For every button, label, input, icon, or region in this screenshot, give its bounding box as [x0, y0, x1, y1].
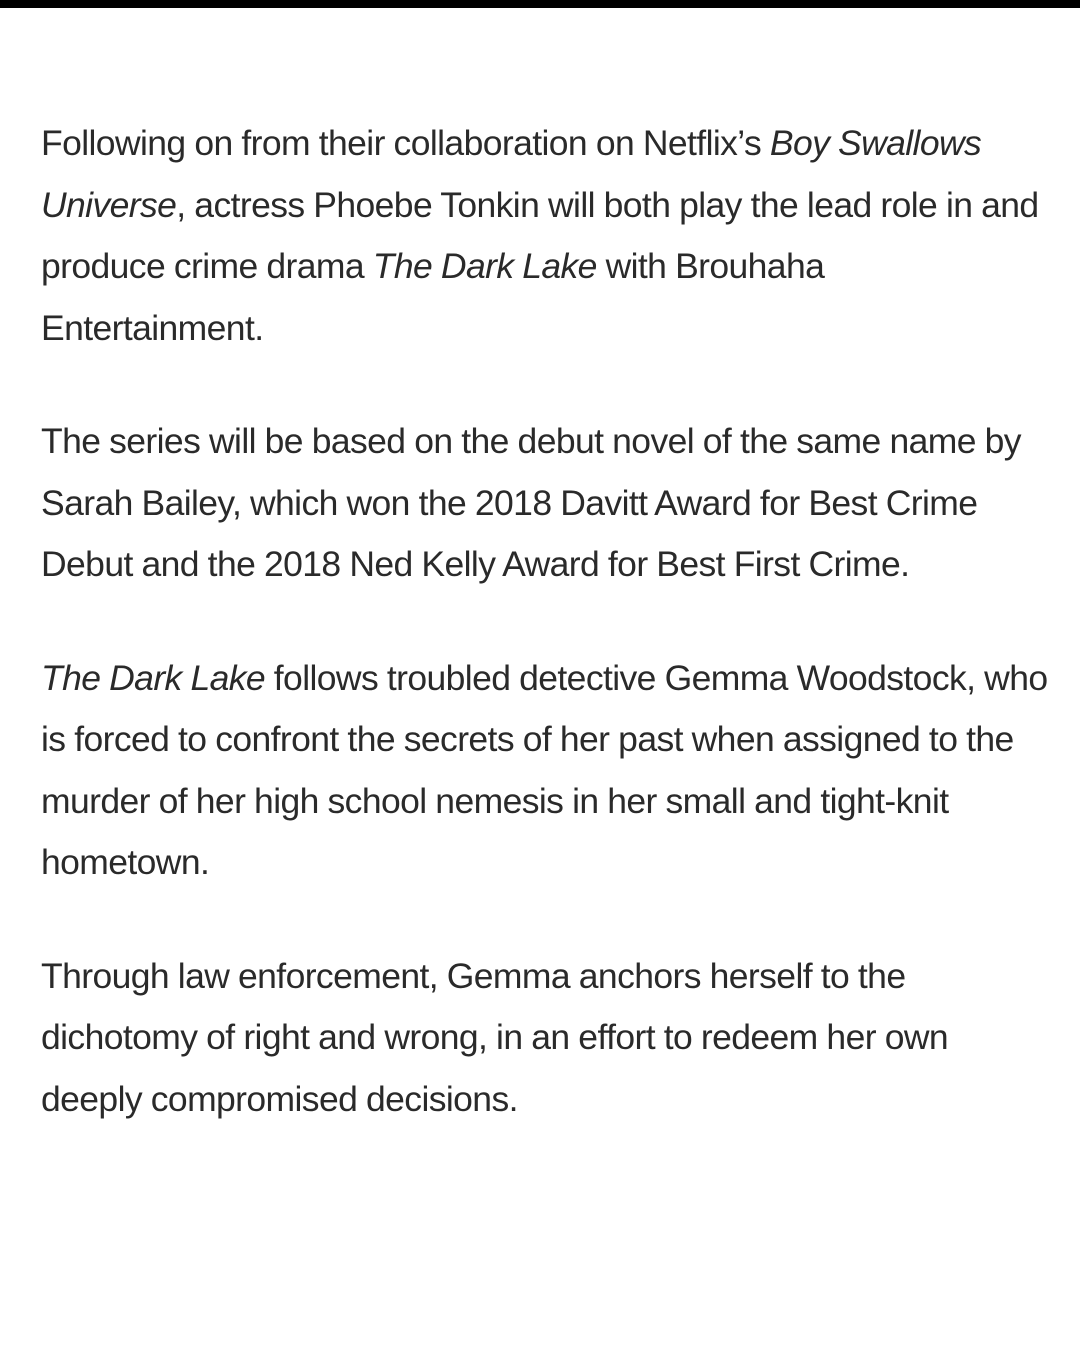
title-italic: The Dark Lake: [41, 657, 266, 698]
article-body: [41, 113, 1051, 1182]
title-italic: The Dark Lake: [372, 246, 597, 286]
paragraph-text: , actress Phoebe Tonkin will both play the lead role in and produce crime drama: [41, 184, 1039, 286]
paragraph-text: Through law enforcement, Gemma anchors herself to the dichotomy of right and wrong, in an effort to redeem her own deeply compromised decisions.: [41, 955, 949, 1119]
paragraph-text: The series will be based on the debut novel of the same name by Sarah Bailey, which won the 2018 Davitt Award for Best Crime Debut and the 2018 Ned Kelly Award for Best First Crime.: [41, 421, 1021, 584]
paragraph-2: [41, 411, 1051, 596]
paragraph-4: [41, 946, 1051, 1131]
paragraph-text: Following on from their collaboration on Netflix’s: [41, 123, 770, 163]
paragraph-text: follows troubled detective Gemma Woodstock, who is forced to confront the secrets of her past when assigned to the murder of her high school nemesis in her small and tight-knit hometown.: [41, 657, 1048, 882]
paragraph-1: [41, 113, 1051, 359]
title-italic: Boy Swallows Universe: [41, 123, 982, 225]
paragraph-text: with Brouhaha Entertainment.: [41, 246, 825, 348]
paragraph-3: [41, 648, 1051, 894]
top-border: [0, 0, 1080, 8]
